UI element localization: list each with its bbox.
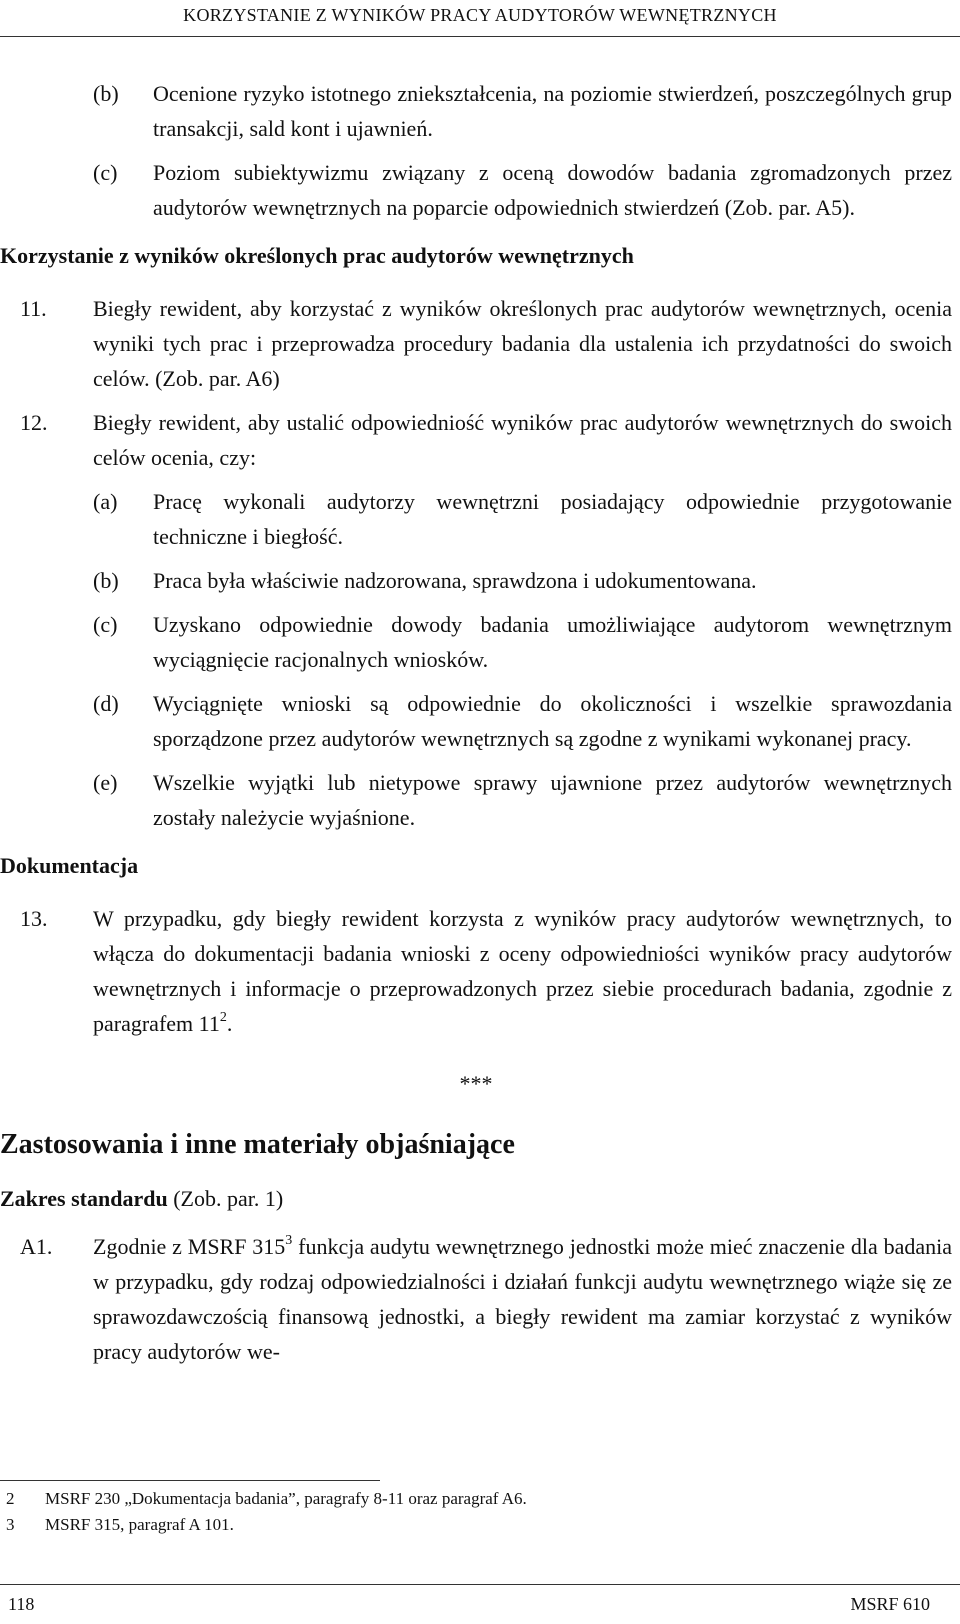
list-item-text: Pracę wykonali audytorzy wewnętrzni posiadający odpowiednie przygotowanie techniczne i biegłość. <box>153 489 952 549</box>
paragraph-tail: . <box>226 1011 233 1036</box>
page-body <box>0 76 952 1378</box>
paragraph-body: W przypadku, gdy biegły rewident korzysta z wyników pracy audytorów wewnętrznych, to włącza do dokumentacji badania wnioski z oceny odpowiedniości wyników pracy audytorów wewnętrznych i informacje o przeprowadzonych przez siebie procedurach badania, zgodnie z paragrafem 11 <box>93 906 952 1036</box>
document-code: MSRF 610 <box>850 1594 930 1614</box>
list-item-label: (c) <box>93 160 118 185</box>
paragraph-12 <box>0 405 952 475</box>
section-heading: Dokumentacja <box>0 853 139 878</box>
list-item <box>93 765 952 835</box>
list-item <box>93 155 952 225</box>
footnote <box>0 1486 952 1512</box>
paragraph-number: A1. <box>20 1234 53 1259</box>
header-title: KORZYSTANIE Z WYNIKÓW PRACY AUDYTORÓW WEWNĘTRZNYCH <box>183 5 777 25</box>
footnote-number: 2 <box>6 1489 15 1508</box>
page-number: 118 <box>8 1594 35 1614</box>
list-item-label: (d) <box>93 691 119 716</box>
paragraph-continuation: funkcja audytu wewnętrznego jednostki może mieć znaczenie dla badania w przypadku, gdy rodzaj odpowiedzialności i działań funkcji audytu wewnętrznego wiąże się ze sprawozdawczością finansową jednostki, a biegły rewident ma zamiar korzystać z wyników pracy audytorów we- <box>93 1234 952 1364</box>
list-item-label: (b) <box>93 81 119 106</box>
paragraph-number: 13. <box>20 906 48 931</box>
footnotes <box>0 1486 952 1538</box>
footnote-divider <box>0 1480 380 1481</box>
page-footer <box>0 1584 960 1624</box>
paragraph-13 <box>0 901 952 1041</box>
list-item-text: Praca była właściwie nadzorowana, sprawdzona i udokumentowana. <box>153 568 757 593</box>
list-item-label: (e) <box>93 770 118 795</box>
paragraph-text: Biegły rewident, aby korzystać z wyników określonych prac audytorów wewnętrznych, ocenia wyniki tych prac i przeprowadza procedury badania dla ustalenia ich przydatności do swoich celów. (Zob. par. A6) <box>93 296 952 391</box>
list-item <box>93 484 952 554</box>
list-item <box>93 563 952 598</box>
list-item-text: Uzyskano odpowiednie dowody badania umożliwiające audytorom wewnętrznym wyciągnięcie racjonalnych wniosków. <box>153 612 952 672</box>
running-header <box>0 0 960 37</box>
list-item-label: (a) <box>93 489 118 514</box>
paragraph-number: 12. <box>20 410 48 435</box>
paragraph-text <box>93 901 952 1041</box>
paragraph-11 <box>0 291 952 396</box>
paragraph-a1 <box>0 1229 952 1369</box>
list-item-label: (c) <box>93 612 118 637</box>
subsection-heading <box>0 1183 952 1215</box>
footnote-ref: 2 <box>219 1009 227 1025</box>
section-separator: *** <box>459 1071 493 1096</box>
footnote-ref: 3 <box>285 1232 293 1248</box>
footnote-number: 3 <box>6 1515 15 1534</box>
list-item-text: Wyciągnięte wnioski są odpowiednie do okoliczności i wszelkie sprawozdania sporządzone przez audytorów wewnętrznych są zgodne z wynikami wykonanej pracy. <box>153 691 952 751</box>
paragraph-text: Biegły rewident, aby ustalić odpowiedniość wyników prac audytorów wewnętrznych do swoich celów ocenia, czy: <box>93 410 952 470</box>
paragraph-number: 11. <box>20 296 47 321</box>
subsection-reference: (Zob. par. 1) <box>167 1186 284 1211</box>
chapter-heading: Zastosowania i inne materiały objaśniające <box>0 1129 515 1160</box>
list-item <box>93 686 952 756</box>
paragraph-text <box>93 1229 952 1369</box>
paragraph-body: Zgodnie z MSRF 315 <box>93 1234 286 1259</box>
subsection-title: Zakres standardu <box>0 1186 168 1211</box>
footnote-text: MSRF 230 „Dokumentacja badania”, paragrafy 8-11 oraz paragraf A6. <box>45 1489 527 1508</box>
list-item-label: (b) <box>93 568 119 593</box>
list-item-text: Wszelkie wyjątki lub nietypowe sprawy ujawnione przez audytorów wewnętrznych zostały należycie wyjaśnione. <box>153 770 952 830</box>
footnote <box>0 1512 952 1538</box>
list-item <box>93 76 952 146</box>
list-item <box>93 607 952 677</box>
list-item-text: Poziom subiektywizmu związany z oceną dowodów badania zgromadzonych przez audytorów wewnętrznych na poparcie odpowiednich stwierdzeń (Zob. par. A5). <box>153 160 952 220</box>
section-heading: Korzystanie z wyników określonych prac audytorów wewnętrznych <box>0 243 634 268</box>
list-item-text: Ocenione ryzyko istotnego zniekształcenia, na poziomie stwierdzeń, poszczególnych grup transakcji, sald kont i ujawnień. <box>153 81 952 141</box>
footnote-text: MSRF 315, paragraf A 101. <box>45 1515 234 1534</box>
